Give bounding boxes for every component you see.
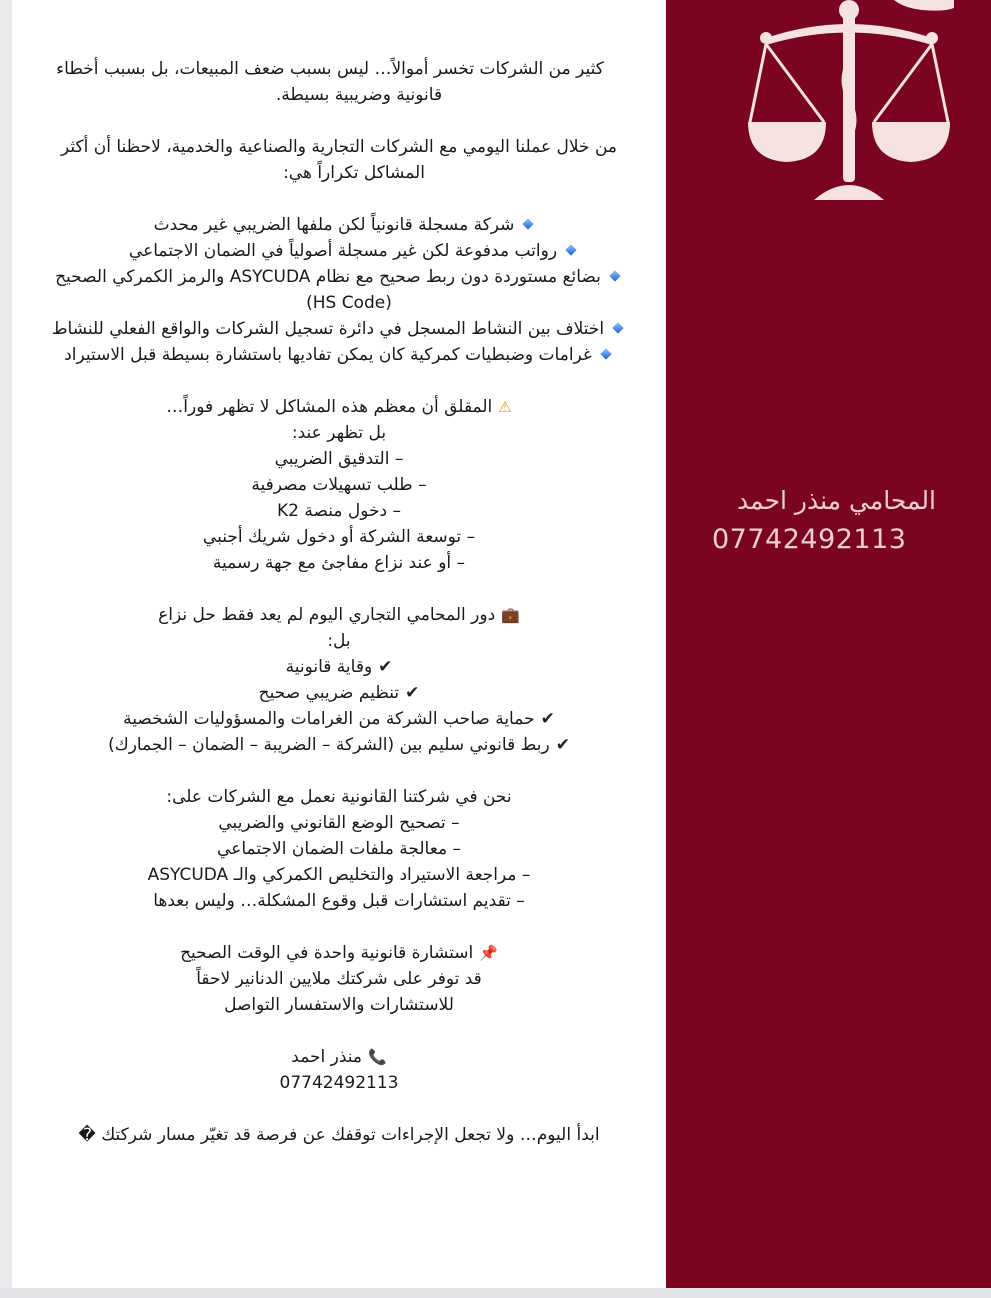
- observations-line-1: من خلال عملنا اليومي مع الشركات التجارية والصناعية والخدمية، لاحظنا أن أكثر: [60, 137, 617, 157]
- checkmark-icon: ✔: [405, 683, 420, 703]
- problem-item-2: رواتب مدفوعة لكن غير مسجلة أصولياً في الضمان الاجتماعي: [12, 238, 696, 264]
- phone-icon: 📞: [368, 1048, 387, 1066]
- role-section: [12, 602, 666, 758]
- consult-line-3: للاستشارات والاستفسار التواصل: [224, 995, 454, 1015]
- problem-item-3-code: (HS Code): [306, 293, 392, 313]
- bottom-strip: [0, 1288, 991, 1298]
- warning-item-1: – التدقيق الضريبي: [274, 449, 404, 469]
- checkmark-icon: ✔: [555, 735, 570, 755]
- problems-list: [12, 212, 666, 368]
- warning-subtitle: بل تظهر عند:: [291, 423, 387, 443]
- warning-item-4: – توسعة الشركة أو دخول شريك أجنبي: [202, 527, 476, 547]
- services-item-3: – مراجعة الاستيراد والتخليص الكمركي والـ ASYCUDA: [147, 865, 531, 885]
- blue-diamond-icon: [523, 218, 534, 229]
- warning-item-5: – أو عند نزاع مفاجئ مع جهة رسمية: [212, 553, 466, 573]
- blue-diamond-icon: [612, 322, 623, 333]
- consult-line-2: قد توفر على شركتك ملايين الدنانير لاحقاً: [196, 969, 482, 989]
- problem-item-4: اختلاف بين النشاط المسجل في دائرة تسجيل الشركات والواقع الفعلي للنشاط: [12, 316, 666, 342]
- role-item-2: ✔تنظيم ضريبي صحيح: [258, 683, 420, 703]
- observations-line-2: المشاكل تكراراً هي:: [283, 163, 425, 183]
- sidebar-lawyer-name: المحامي منذر احمد: [737, 486, 936, 515]
- contact-name: 📞منذر احمد: [12, 1044, 666, 1070]
- intro-line-2: قانونية وضريبية بسيطة.: [275, 85, 443, 105]
- warning-section: [12, 394, 666, 576]
- role-title: 💼دور المحامي التجاري اليوم لم يعد فقط حل نزاع: [12, 602, 666, 628]
- role-item-3: ✔حماية صاحب الشركة من الغرامات والمسؤوليات الشخصية: [123, 709, 555, 729]
- scales-of-justice-icon: [744, 0, 954, 210]
- services-item-4: – تقديم استشارات قبل وقوع المشكلة… وليس بعدها: [153, 891, 525, 911]
- intro-line-1: كثير من الشركات تخسر أموالاً… ليس بسبب ضعف المبيعات، بل بسبب أخطاء: [56, 59, 604, 79]
- contact-section: [12, 1044, 666, 1096]
- closing-line: ابدأ اليوم… ولا تجعل الإجراءات توقفك عن فرصة قد تغيّر مسار شركتك �: [78, 1125, 600, 1145]
- services-item-2: – معالجة ملفات الضمان الاجتماعي: [217, 839, 461, 859]
- contact-phone: 07742492113: [279, 1073, 399, 1093]
- warning-title: ⚠المقلق أن معظم هذه المشاكل لا تظهر فوراً…: [12, 394, 666, 420]
- document-panel: [12, 0, 666, 1288]
- services-title: نحن في شركتنا القانونية نعمل مع الشركات على:: [166, 787, 512, 807]
- observations-paragraph: [12, 134, 666, 186]
- briefcase-icon: 💼: [501, 606, 520, 624]
- consult-line-1: 📌استشارة قانونية واحدة في الوقت الصحيح: [12, 940, 666, 966]
- problem-item-1: شركة مسجلة قانونياً لكن ملفها الضريبي غير محدث: [12, 212, 678, 238]
- checkmark-icon: ✔: [378, 657, 393, 677]
- post-content: [12, 56, 666, 1148]
- role-item-4: ✔ربط قانوني سليم بين (الشركة – الضريبة – الضمان – الجمارك): [108, 735, 570, 755]
- warning-item-3: – دخول منصة K2: [277, 501, 401, 521]
- blue-diamond-icon: [609, 270, 620, 281]
- warning-item-2: – طلب تسهيلات مصرفية: [251, 475, 427, 495]
- services-section: [12, 784, 666, 914]
- sidebar-lawyer-phone: 07742492113: [712, 524, 907, 555]
- checkmark-icon: ✔: [540, 709, 555, 729]
- intro-paragraph: [12, 56, 666, 108]
- blue-diamond-icon: [565, 244, 576, 255]
- pushpin-icon: 📌: [479, 944, 498, 962]
- problem-item-3: بضائع مستوردة دون ربط صحيح مع نظام ASYCUDA والرمز الكمركي الصحيح: [12, 264, 666, 290]
- role-item-1: ✔وقاية قانونية: [285, 657, 393, 677]
- role-subtitle: بل:: [327, 631, 351, 651]
- blue-diamond-icon: [600, 348, 611, 359]
- consult-section: [12, 940, 666, 1018]
- closing-section: [12, 1122, 666, 1148]
- warning-icon: ⚠: [498, 398, 512, 416]
- services-item-1: – تصحيح الوضع القانوني والضريبي: [218, 813, 460, 833]
- problem-item-5: غرامات وضبطيات كمركية كان يمكن تفاديها باستشارة بسيطة قبل الاستيراد: [12, 342, 666, 368]
